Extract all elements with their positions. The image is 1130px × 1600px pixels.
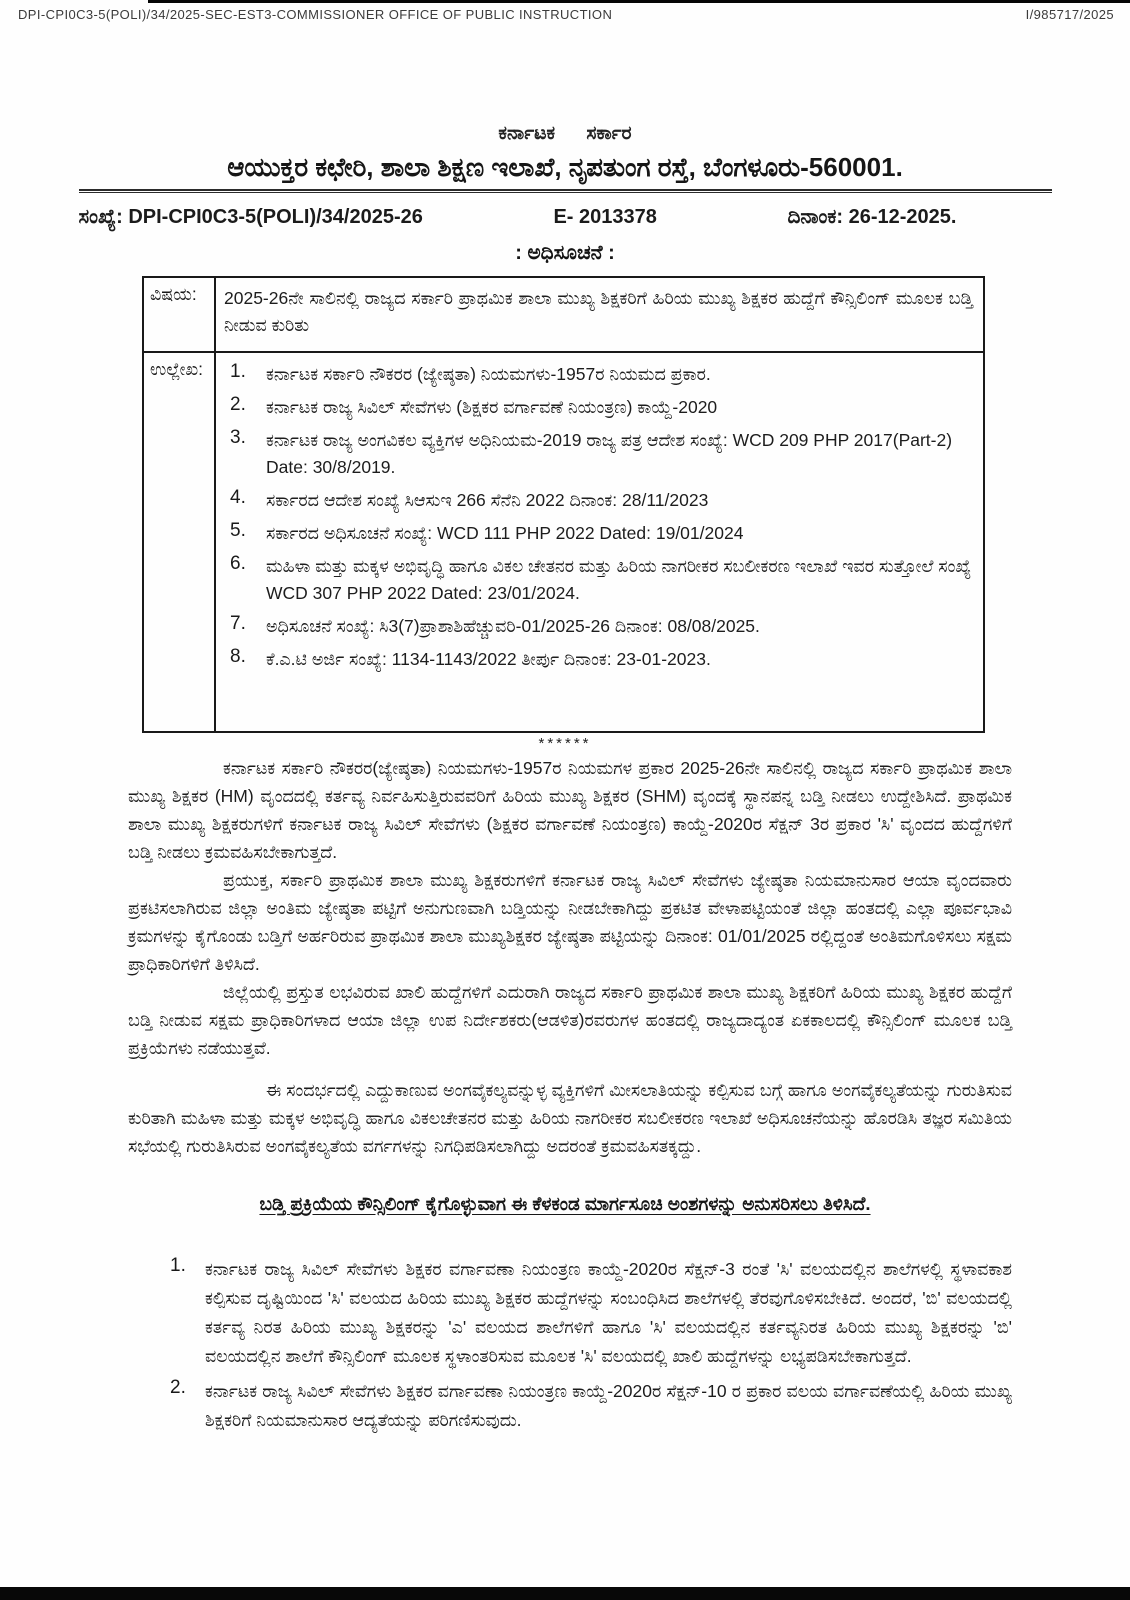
guideline-item: [170, 1255, 1012, 1371]
paragraph: ಕರ್ನಾಟಕ ಸರ್ಕಾರಿ ನೌಕರರ(ಜ್ಯೇಷ್ಠತಾ) ನಿಯಮಗಳು-1957ರ ನಿಯಮಗಳ ಪ್ರಕಾರ 2025-26ನೇ ಸಾಲಿನಲ್ಲಿ ರಾಜ್ಯದ ಸರ್ಕಾರಿ ಪ್ರಾಥಮಿಕ ಶಾಲಾ ಮುಖ್ಯ ಶಿಕ್ಷಕರ (HM) ವೃಂದದಲ್ಲಿ ಕರ್ತವ್ಯ ನಿರ್ವಹಿಸುತ್ತಿರುವವರಿಗೆ ಹಿರಿಯ ಮುಖ್ಯ ಶಿಕ್ಷಕರ (SHM) ವೃಂದಕ್ಕೆ ಸ್ಥಾನಪನ್ನ ಬಡ್ತಿ ನೀಡಲು ಉದ್ದೇಶಿಸಿದೆ. ಪ್ರಾಥಮಿಕ ಶಾಲಾ ಮುಖ್ಯ ಶಿಕ್ಷಕರುಗಳಿಗೆ ಕರ್ನಾಟಕ ರಾಜ್ಯ ಸಿವಿಲ್ ಸೇವೆಗಳು (ಶಿಕ್ಷಕರ ವರ್ಗಾವಣೆ ನಿಯಂತ್ರಣ) ಕಾಯ್ದೆ-2020ರ ಸೆಕ್ಷನ್ 3ರ ಪ್ರಕಾರ 'ಸಿ' ವೃಂದದ ಹುದ್ದೆಗಳಿಗೆ ಬಡ್ತಿ ನೀಡಲು ಕ್ರಮವಹಿಸಬೇಕಾಗುತ್ತದೆ.: [128, 758, 1012, 862]
reference-text: ಕರ್ನಾಟಕ ರಾಜ್ಯ ಸಿವಿಲ್ ಸೇವೆಗಳು (ಶಿಕ್ಷಕರ ವರ್ಗಾವಣೆ ನಿಯಂತ್ರಣ) ಕಾಯ್ದೆ-2020: [266, 397, 718, 417]
guidelines-heading: ಬಡ್ತಿ ಪ್ರಕ್ರಿಯೆಯ ಕೌನ್ಸಿಲಿಂಗ್ ಕೈಗೊಳ್ಳುವಾಗ ಈ ಕೆಳಕಂಡ ಮಾರ್ಗಸೂಚಿ ಅಂಶಗಳನ್ನು ಅನುಸರಿಸಲು ತಿಳಿಸಿದೆ.: [259, 1193, 871, 1214]
reference-item: [226, 361, 973, 388]
guideline-item: [170, 1377, 1012, 1435]
page-header-meta: [18, 7, 1114, 22]
reference-text: ಕರ್ನಾಟಕ ರಾಜ್ಯ ಅಂಗವಿಕಲ ವ್ಯಕ್ತಿಗಳ ಅಧಿನಿಯಮ-2019 ರಾಜ್ಯ ಪತ್ರ ಆದೇಶ ಸಂಖ್ಯೆ: WCD 209 PHP 2017(Part-2) Date: 30/8/2019.: [266, 430, 953, 477]
references-label: ಉಲ್ಲೇಖ:: [144, 353, 216, 731]
reference-text: ಸರ್ಕಾರದ ಆದೇಶ ಸಂಖ್ಯೆ ಸಿಆಸುಇ 266 ಸೆನೆನಿ 2022 ದಿನಾಂಕ: 28/11/2023: [266, 490, 709, 510]
reference-number-line: [79, 202, 1052, 232]
reference-text: ಮಹಿಳಾ ಮತ್ತು ಮಕ್ಕಳ ಅಭಿವೃದ್ಧಿ ಹಾಗೂ ವಿಕಲ ಚೇತನರ ಮತ್ತು ಹಿರಿಯ ನಾಗರೀಕರ ಸಬಲೀಕರಣ ಇಲಾಖೆ ಇವರ ಸುತ್ತೋಲೆ ಸಂಖ್ಯೆ WCD 307 PHP 2022 Dated: 23/01/2024.: [266, 556, 972, 603]
reference-item: [226, 553, 973, 607]
letter-number: ಸಂಖ್ಯೆ: DPI-CPI0C3-5(POLI)/34/2025-26: [78, 206, 423, 228]
guideline-number: 2.: [170, 1377, 186, 1398]
scan-artifact-top: [148, 0, 1130, 3]
scan-artifact-bottom: [0, 1587, 1130, 1600]
letter-date: ದಿನಾಂಕ: 26-12-2025.: [787, 206, 957, 228]
subject-text: 2025-26ನೇ ಸಾಲಿನಲ್ಲಿ ರಾಜ್ಯದ ಸರ್ಕಾರಿ ಪ್ರಾಥಮಿಕ ಶಾಲಾ ಮುಖ್ಯ ಶಿಕ್ಷಕರಿಗೆ ಹಿರಿಯ ಮುಖ್ಯ ಶಿಕ್ಷಕರ ಹುದ್ದೆಗೆ ಕೌನ್ಸಿಲಿಂಗ್ ಮೂಲಕ ಬಡ್ತಿ ನೀಡುವ ಕುರಿತು: [216, 278, 983, 353]
guideline-number: 1.: [170, 1255, 186, 1276]
reference-text: ಅಧಿಸೂಚನೆ ಸಂಖ್ಯೆ: ಸಿ3(7)ಪ್ರಾಶಾಶಿಹೆಚ್ಚುವರಿ-01/2025-26 ದಿನಾಂಕ: 08/08/2025.: [266, 616, 760, 636]
reference-item: [226, 487, 973, 514]
reference-item: [226, 646, 973, 673]
reference-number: 1.: [230, 361, 246, 382]
notification-heading: : ಅಧಿಸೂಚನೆ :: [515, 242, 615, 264]
reference-text: ಕೆ.ಎ.ಟಿ ಅರ್ಜಿ ಸಂಖ್ಯೆ: 1134-1143/2022 ತೀರ್ಪು ದಿನಾಂಕ: 23-01-2023.: [266, 649, 711, 669]
reference-item: [226, 613, 973, 640]
subject-label: ವಿಷಯ:: [144, 278, 216, 353]
reference-number: 7.: [230, 613, 246, 634]
reference-number: 8.: [230, 646, 246, 667]
reference-item: [226, 520, 973, 547]
paragraph: ಈ ಸಂದರ್ಭದಲ್ಲಿ ಎದ್ದುಕಾಣುವ ಅಂಗವೈಕಲ್ಯವನ್ನುಳ್ಳ ವ್ಯಕ್ತಿಗಳಿಗೆ ಮೀಸಲಾತಿಯನ್ನು ಕಲ್ಪಿಸುವ ಬಗ್ಗೆ ಹಾಗೂ ಅಂಗವೈಕಲ್ಯತೆಯನ್ನು ಗುರುತಿಸುವ ಕುರಿತಾಗಿ ಮಹಿಳಾ ಮತ್ತು ಮಕ್ಕಳ ಅಭಿವೃದ್ಧಿ ಹಾಗೂ ವಿಕಲಚೇತನರ ಮತ್ತು ಹಿರಿಯ ನಾಗರೀಕರ ಸಬಲೀಕರಣ ಇಲಾಖೆ ಅಧಿಸೂಚನೆಯನ್ನು ಹೊರಡಿಸಿ ತಜ್ಞರ ಸಮಿತಿಯ ಸಭೆಯಲ್ಲಿ ಗುರುತಿಸಿರುವ ಅಂಗವೈಕಲ್ಯತೆಯ ವರ್ಗಗಳನ್ನು ನಿಗಧಿಪಡಿಸಲಾಗಿದ್ದು ಅದರಂತೆ ಕ್ರಮವಹಿಸತಕ್ಕದ್ದು.: [128, 1080, 1012, 1156]
reference-item: [226, 394, 973, 421]
paragraph: ಜಿಲ್ಲೆಯಲ್ಲಿ ಪ್ರಸ್ತುತ ಲಭವಿರುವ ಖಾಲಿ ಹುದ್ದೆಗಳಿಗೆ ಎದುರಾಗಿ ರಾಜ್ಯದ ಸರ್ಕಾರಿ ಪ್ರಾಥಮಿಕ ಶಾಲಾ ಮುಖ್ಯ ಶಿಕ್ಷಕರಿಗೆ ಹಿರಿಯ ಮುಖ್ಯ ಶಿಕ್ಷಕರ ಹುದ್ದೆಗೆ ಬಡ್ತಿ ನೀಡುವ ಸಕ್ಷಮ ಪ್ರಾಧಿಕಾರಿಗಳಾದ ಆಯಾ ಜಿಲ್ಲಾ ಉಪ ನಿರ್ದೇಶಕರು(ಆಡಳಿತ)ರವರುಗಳ ಹಂತದಲ್ಲಿ ರಾಜ್ಯದಾದ್ಯಂತ ಏಕಕಾಲದಲ್ಲಿ ಕೌನ್ಸಿಲಿಂಗ್ ಮೂಲಕ ಬಡ್ತಿ ಪ್ರಕ್ರಿಯೆಗಳು ನಡೆಯುತ್ತವೆ.: [128, 982, 1012, 1058]
subject-reference-table: [142, 276, 985, 733]
guidelines-list: [170, 1255, 1012, 1435]
reference-number: 6.: [230, 553, 246, 574]
office-address: ಆಯುಕ್ತರ ಕಛೇರಿ, ಶಾಲಾ ಶಿಕ್ಷಣ ಇಲಾಖೆ, ನೃಪತುಂಗ ರಸ್ತೆ, ಬೆಂಗಳೂರು-560001.: [227, 152, 903, 182]
reference-text: ಕರ್ನಾಟಕ ಸರ್ಕಾರಿ ನೌಕರರ (ಜ್ಯೇಷ್ಠತಾ) ನಿಯಮಗಳು-1957ರ ನಿಯಮದ ಪ್ರಕಾರ.: [266, 364, 711, 384]
government-title: ಕರ್ನಾಟಕ ಸರ್ಕಾರ: [498, 123, 632, 144]
guideline-text: ಕರ್ನಾಟಕ ರಾಜ್ಯ ಸಿವಿಲ್ ಸೇವೆಗಳು ಶಿಕ್ಷಕರ ವರ್ಗಾವಣಾ ನಿಯಂತ್ರಣ ಕಾಯ್ದೆ-2020ರ ಸೆಕ್ಷನ್-10 ರ ಪ್ರಕಾರ ವಲಯ ವರ್ಗಾವಣೆಯಲ್ಲಿ ಹಿರಿಯ ಮುಖ್ಯ ಶಿಕ್ಷಕರಿಗೆ ನಿಯಮಾನುಸಾರ ಆದ್ಯತೆಯನ್ನು ಪರಿಗಣಿಸುವುದು.: [205, 1381, 1012, 1430]
reference-number: 3.: [230, 427, 246, 448]
reference-number: 5.: [230, 520, 246, 541]
reference-number: 4.: [230, 487, 246, 508]
document-id: I/985717/2025: [1025, 7, 1114, 22]
reference-number: 2.: [230, 394, 246, 415]
reference-item: [226, 427, 973, 481]
guideline-text: ಕರ್ನಾಟಕ ರಾಜ್ಯ ಸಿವಿಲ್ ಸೇವೆಗಳು ಶಿಕ್ಷಕರ ವರ್ಗಾವಣಾ ನಿಯಂತ್ರಣ ಕಾಯ್ದೆ-2020ರ ಸೆಕ್ಷನ್-3 ರಂತೆ 'ಸಿ' ವಲಯದಲ್ಲಿನ ಶಾಲೆಗಳಲ್ಲಿ ಸ್ಥಳಾವಕಾಶ ಕಲ್ಪಿಸುವ ದೃಷ್ಟಿಯಿಂದ 'ಸಿ' ವಲಯದ ಹಿರಿಯ ಮುಖ್ಯ ಶಿಕ್ಷಕರ ಹುದ್ದೆಗಳನ್ನು ಸಂಬಂಧಿಸಿದ ಶಾಲೆಗಳಲ್ಲಿ ತೆರವುಗೊಳಿಸಬೇಕಿದೆ. ಅಂದರೆ, 'ಬಿ' ವಲಯದಲ್ಲಿ ಕರ್ತವ್ಯ ನಿರತ ಹಿರಿಯ ಮುಖ್ಯ ಶಿಕ್ಷಕರನ್ನು 'ಎ' ವಲಯದ ಶಾಲೆಗಳಿಗೆ ಹಾಗೂ 'ಸಿ' ವಲಯದಲ್ಲಿನ ಕರ್ತವ್ಯನಿರತ ಹಿರಿಯ ಮುಖ್ಯ ಶಿಕ್ಷಕರನ್ನು 'ಬಿ' ವಲಯದಲ್ಲಿನ ಶಾಲೆಗೆ ಕೌನ್ಸಿಲಿಂಗ್ ಮೂಲಕ ಸ್ಥಳಾಂತರಿಸುವ ಮೂಲಕ 'ಸಿ' ವಲಯದಲ್ಲಿ ಖಾಲಿ ಹುದ್ದೆಗಳನ್ನು ಲಭ್ಯಪಡಿಸಬೇಕಾಗುತ್ತದೆ.: [205, 1259, 1012, 1366]
e-number: E- 2013378: [553, 206, 657, 228]
paragraph: ಪ್ರಯುಕ್ತ, ಸರ್ಕಾರಿ ಪ್ರಾಥಮಿಕ ಶಾಲಾ ಮುಖ್ಯ ಶಿಕ್ಷಕರುಗಳಿಗೆ ಕರ್ನಾಟಕ ರಾಜ್ಯ ಸಿವಿಲ್ ಸೇವೆಗಳು ಜ್ಯೇಷ್ಠತಾ ನಿಯಮಾನುಸಾರ ಆಯಾ ವೃಂದವಾರು ಪ್ರಕಟಿಸಲಾಗಿರುವ ಜಿಲ್ಲಾ ಅಂತಿಮ ಜ್ಯೇಷ್ಠತಾ ಪಟ್ಟಿಗೆ ಅನುಗುಣವಾಗಿ ಬಡ್ತಿಯನ್ನು ನೀಡಬೇಕಾಗಿದ್ದು ಪ್ರಕಟಿತ ವೇಳಾಪಟ್ಟಿಯಂತೆ ಜಿಲ್ಲಾ ಹಂತದಲ್ಲಿ ಎಲ್ಲಾ ಪೂರ್ವಭಾವಿ ಕ್ರಮಗಳನ್ನು ಕೈಗೊಂಡು ಬಡ್ತಿಗೆ ಅರ್ಹರಿರುವ ಪ್ರಾಥಮಿಕ ಶಾಲಾ ಮುಖ್ಯಶಿಕ್ಷಕರ ಜ್ಯೇಷ್ಠತಾ ಪಟ್ಟಿಯನ್ನು ದಿನಾಂಕ: 01/01/2025 ರಲ್ಲಿದ್ದಂತೆ ಅಂತಿಮಗೊಳಿಸಲು ಸಕ್ಷಮ ಪ್ರಾಧಿಕಾರಿಗಳಿಗೆ ತಿಳಿಸಿದೆ.: [128, 870, 1012, 974]
file-number: DPI-CPI0C3-5(POLI)/34/2025-SEC-EST3-COMMISSIONER OFFICE OF PUBLIC INSTRUCTION: [18, 7, 613, 22]
references-list: [216, 353, 983, 731]
reference-text: ಸರ್ಕಾರದ ಅಧಿಸೂಚನೆ ಸಂಖ್ಯೆ: WCD 111 PHP 2022 Dated: 19/01/2024: [266, 523, 744, 543]
letterhead-divider: [79, 189, 1052, 193]
asterisk-separator: ******: [538, 735, 592, 752]
notification-paragraphs: [128, 754, 1012, 1160]
